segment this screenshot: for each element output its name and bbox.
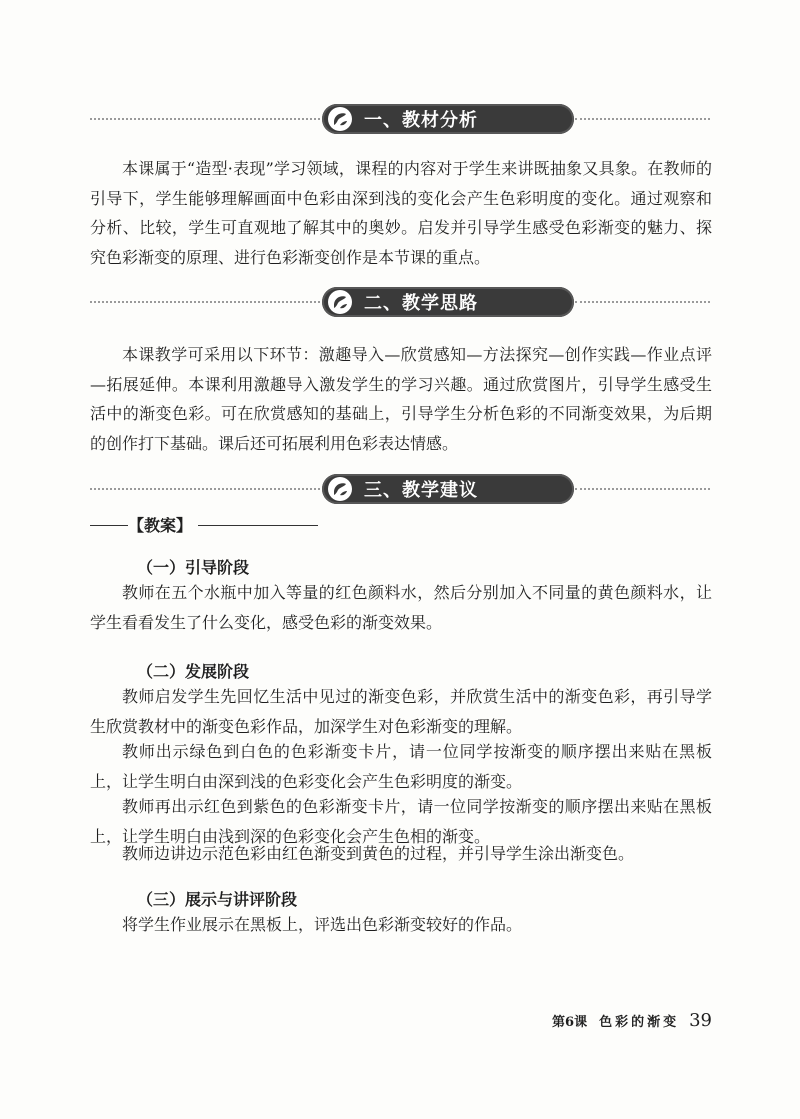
stage-paragraph: 教师边讲边示范色彩由红色渐变到黄色的过程，并引导学生涂出渐变色。 bbox=[122, 844, 635, 863]
page-footer bbox=[552, 1010, 712, 1031]
stage-title: （一）引导阶段 bbox=[137, 558, 250, 577]
rule-right bbox=[198, 525, 318, 526]
footer-lesson-number: 第6课 bbox=[552, 1015, 588, 1030]
stage-title: （三）展示与讲评阶段 bbox=[137, 890, 298, 909]
leaf-emblem-icon bbox=[326, 288, 354, 316]
leaf-emblem-icon bbox=[326, 475, 354, 503]
stage-paragraph: 教师在五个水瓶中加入等量的红色颜料水，然后分别加入不同量的黄色颜料水，让学生看看发生了什么变化，感受色彩的渐变效果。 bbox=[90, 583, 712, 632]
stage-paragraph: 将学生作业展示在黑板上，评选出色彩渐变较好的作品。 bbox=[122, 915, 523, 934]
page-number: 39 bbox=[689, 1010, 712, 1031]
section-pill bbox=[322, 287, 574, 317]
lesson-plan-label-row bbox=[90, 512, 330, 538]
stage-paragraph: 教师出示绿色到白色的色彩渐变卡片，请一位同学按渐变的顺序摆出来贴在黑板上，让学生明白由深到浅的色彩变化会产生色彩明度的渐变。 bbox=[90, 742, 712, 791]
rule-left bbox=[90, 525, 128, 526]
section-heading: 二、教学思路 bbox=[364, 293, 478, 314]
paragraph-teaching-approach: 本课教学可采用以下环节：激趣导入—欣赏感知—方法探究—创作实践—作业点评—拓展延伸。本课利用激趣导入激发学生的学习兴趣。通过欣赏图片，引导学生感受生活中的渐变色彩。可在欣赏感知的基础上，引导学生分析色彩的不同渐变效果，为后期的创作打下基础。课后还可拓展利用色彩表达情感。 bbox=[90, 345, 712, 453]
dotted-divider-right bbox=[575, 118, 710, 120]
stage-paragraph: 教师启发学生先回忆生活中见过的渐变色彩，并欣赏生活中的渐变色彩，再引导学生欣赏教材中的渐变色彩作品，加深学生对色彩渐变的理解。 bbox=[90, 687, 712, 736]
section-heading: 一、教材分析 bbox=[364, 110, 478, 131]
footer-lesson-title: 色彩的渐变 bbox=[599, 1015, 680, 1030]
stage-paragraph: 教师再出示红色到紫色的色彩渐变卡片，请一位同学按渐变的顺序摆出来贴在黑板上，让学生明白由浅到深的色彩变化会产生色相的渐变。 bbox=[90, 797, 712, 846]
dotted-divider-left bbox=[90, 488, 320, 490]
leaf-emblem-icon bbox=[326, 105, 354, 133]
section-pill bbox=[322, 474, 574, 504]
dotted-divider-right bbox=[575, 488, 710, 490]
dotted-divider-left bbox=[90, 118, 320, 120]
section-header-teaching-material bbox=[90, 104, 710, 134]
stage-title: （二）发展阶段 bbox=[137, 662, 250, 681]
paragraph-material-analysis: 本课属于“造型·表现”学习领域，课程的内容对于学生来讲既抽象又具象。在教师的引导下，学生能够理解画面中色彩由深到浅的变化会产生色彩明度的变化。通过观察和分析、比较，学生可直观地了解其中的奥妙。启发并引导学生感受色彩渐变的魅力、探究色彩渐变的原理、进行色彩渐变创作是本节课的重点。 bbox=[90, 159, 712, 267]
dotted-divider-left bbox=[90, 301, 320, 303]
section-pill bbox=[322, 104, 574, 134]
lesson-plan-label: 【教案】 bbox=[128, 516, 193, 535]
section-header-teaching-approach bbox=[90, 287, 710, 317]
section-heading: 三、教学建议 bbox=[364, 480, 478, 501]
dotted-divider-right bbox=[575, 301, 710, 303]
section-header-teaching-suggestions bbox=[90, 474, 710, 504]
